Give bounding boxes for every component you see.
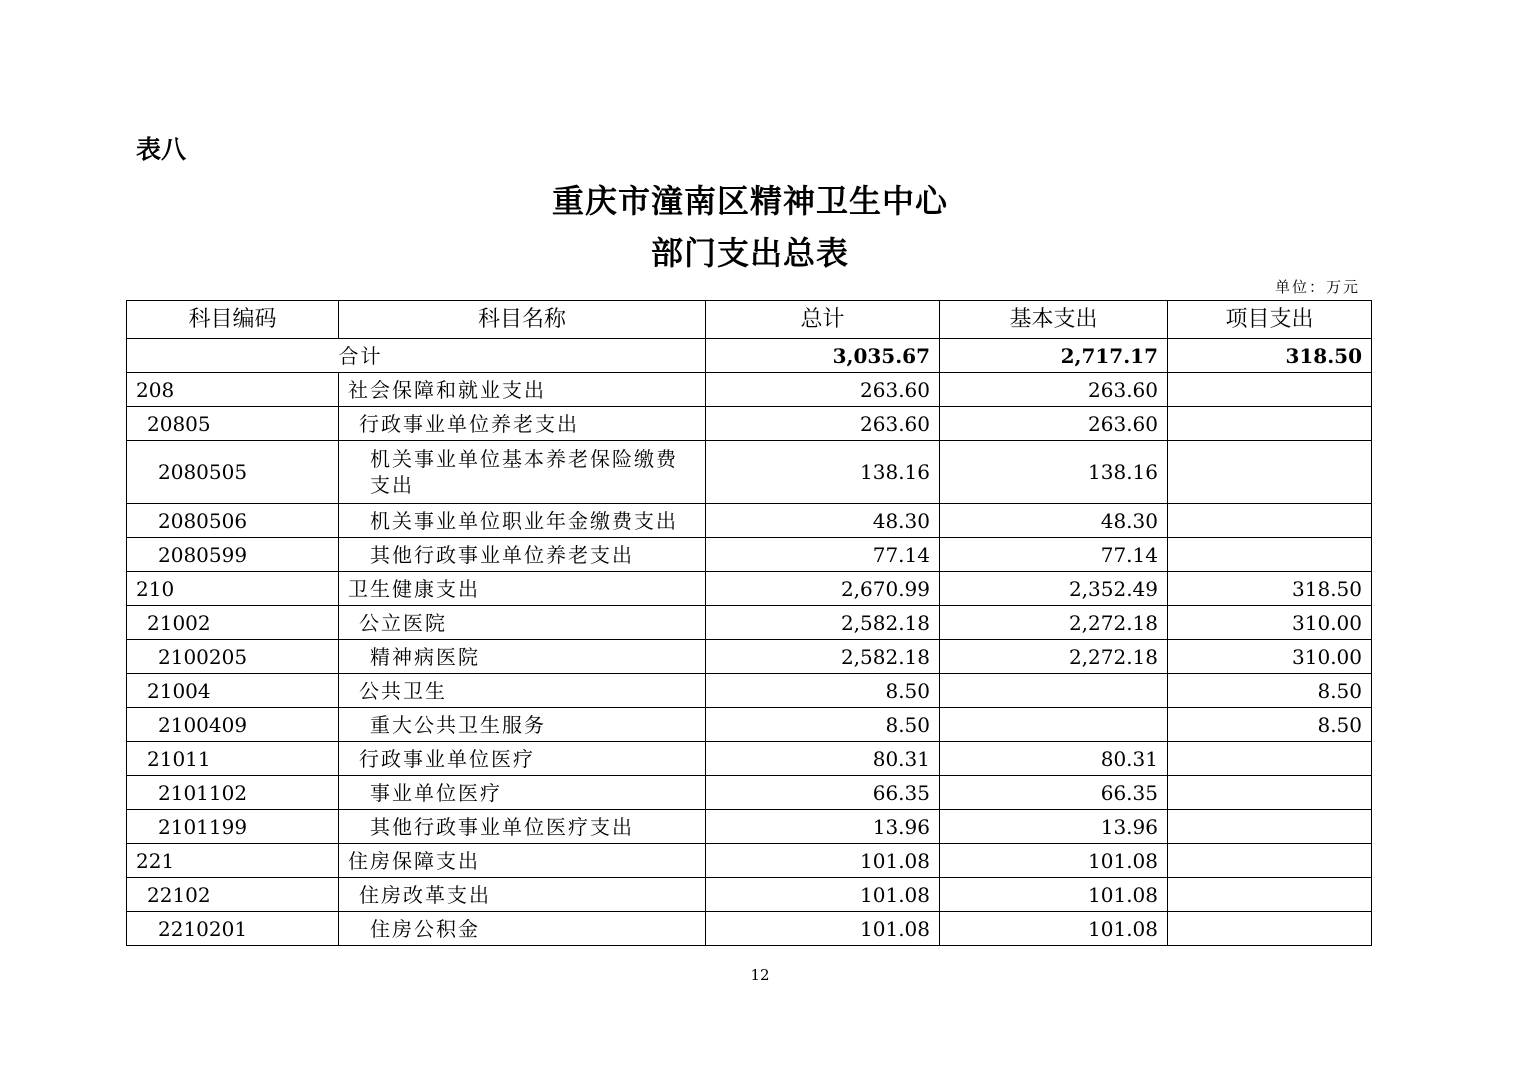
table-row xyxy=(127,373,1372,407)
row-basic: 101.08 xyxy=(940,878,1168,912)
row-code: 2210201 xyxy=(127,912,339,946)
row-name: 公立医院 xyxy=(339,606,706,640)
summary-label: 合计 xyxy=(127,339,706,373)
summary-total: 3,035.67 xyxy=(706,339,940,373)
row-basic: 263.60 xyxy=(940,373,1168,407)
row-name: 其他行政事业单位医疗支出 xyxy=(339,810,706,844)
row-project: 310.00 xyxy=(1168,606,1372,640)
row-name: 住房公积金 xyxy=(339,912,706,946)
row-code: 221 xyxy=(127,844,339,878)
table-label: 表八 xyxy=(136,135,187,164)
row-project xyxy=(1168,373,1372,407)
row-name: 事业单位医疗 xyxy=(339,776,706,810)
row-total: 263.60 xyxy=(706,407,940,441)
row-total: 101.08 xyxy=(706,844,940,878)
table-row xyxy=(127,878,1372,912)
row-total: 80.31 xyxy=(706,742,940,776)
row-basic xyxy=(940,674,1168,708)
table-row xyxy=(127,742,1372,776)
table-row xyxy=(127,606,1372,640)
document-title: 重庆市潼南区精神卫生中心 xyxy=(551,182,948,220)
row-total: 2,670.99 xyxy=(706,572,940,606)
table-row xyxy=(127,912,1372,946)
row-total: 138.16 xyxy=(706,441,940,504)
row-basic: 101.08 xyxy=(940,844,1168,878)
row-project: 8.50 xyxy=(1168,674,1372,708)
row-total: 8.50 xyxy=(706,708,940,742)
summary-row xyxy=(127,339,1372,373)
row-total: 48.30 xyxy=(706,504,940,538)
page-number: 12 xyxy=(750,966,770,984)
row-basic: 263.60 xyxy=(940,407,1168,441)
row-name: 住房保障支出 xyxy=(339,844,706,878)
row-basic: 66.35 xyxy=(940,776,1168,810)
row-project: 8.50 xyxy=(1168,708,1372,742)
row-code: 21004 xyxy=(127,674,339,708)
row-project xyxy=(1168,810,1372,844)
row-name: 公共卫生 xyxy=(339,674,706,708)
row-basic: 2,352.49 xyxy=(940,572,1168,606)
row-code: 2080506 xyxy=(127,504,339,538)
row-total: 101.08 xyxy=(706,912,940,946)
row-project xyxy=(1168,441,1372,504)
row-total: 66.35 xyxy=(706,776,940,810)
row-basic: 2,272.18 xyxy=(940,606,1168,640)
row-project xyxy=(1168,878,1372,912)
table-row xyxy=(127,572,1372,606)
row-total: 13.96 xyxy=(706,810,940,844)
row-basic xyxy=(940,708,1168,742)
row-name: 住房改革支出 xyxy=(339,878,706,912)
row-code: 2080505 xyxy=(127,441,339,504)
table-header-row xyxy=(127,301,1372,339)
summary-basic: 2,717.17 xyxy=(940,339,1168,373)
row-name: 其他行政事业单位养老支出 xyxy=(339,538,706,572)
table-row xyxy=(127,441,1372,504)
row-project xyxy=(1168,776,1372,810)
table-row xyxy=(127,504,1372,538)
row-code: 22102 xyxy=(127,878,339,912)
row-basic: 48.30 xyxy=(940,504,1168,538)
row-name: 精神病医院 xyxy=(339,640,706,674)
table-row xyxy=(127,708,1372,742)
row-code: 2080599 xyxy=(127,538,339,572)
row-code: 21011 xyxy=(127,742,339,776)
row-basic: 138.16 xyxy=(940,441,1168,504)
row-project xyxy=(1168,742,1372,776)
row-project: 318.50 xyxy=(1168,572,1372,606)
row-name: 机关事业单位基本养老保险缴费支出 xyxy=(339,441,706,504)
header-project: 项目支出 xyxy=(1168,301,1372,339)
row-code: 2101199 xyxy=(127,810,339,844)
row-project xyxy=(1168,407,1372,441)
row-code: 2100409 xyxy=(127,708,339,742)
expenditure-table xyxy=(126,300,1372,946)
row-name: 行政事业单位医疗 xyxy=(339,742,706,776)
row-name: 行政事业单位养老支出 xyxy=(339,407,706,441)
table-row xyxy=(127,810,1372,844)
row-basic: 80.31 xyxy=(940,742,1168,776)
row-code: 2101102 xyxy=(127,776,339,810)
row-total: 8.50 xyxy=(706,674,940,708)
table-row xyxy=(127,844,1372,878)
summary-project: 318.50 xyxy=(1168,339,1372,373)
row-code: 208 xyxy=(127,373,339,407)
row-code: 210 xyxy=(127,572,339,606)
row-project xyxy=(1168,844,1372,878)
table-row xyxy=(127,776,1372,810)
header-total: 总计 xyxy=(706,301,940,339)
table-row xyxy=(127,538,1372,572)
row-name: 重大公共卫生服务 xyxy=(339,708,706,742)
row-project: 310.00 xyxy=(1168,640,1372,674)
row-basic: 77.14 xyxy=(940,538,1168,572)
row-project xyxy=(1168,538,1372,572)
row-basic: 2,272.18 xyxy=(940,640,1168,674)
table-row xyxy=(127,640,1372,674)
unit-label: 单位：万元 xyxy=(1274,278,1360,296)
row-project xyxy=(1168,504,1372,538)
row-total: 2,582.18 xyxy=(706,640,940,674)
row-project xyxy=(1168,912,1372,946)
row-total: 77.14 xyxy=(706,538,940,572)
row-basic: 13.96 xyxy=(940,810,1168,844)
table-row xyxy=(127,407,1372,441)
header-name: 科目名称 xyxy=(339,301,706,339)
row-total: 101.08 xyxy=(706,878,940,912)
row-name: 机关事业单位职业年金缴费支出 xyxy=(339,504,706,538)
header-basic: 基本支出 xyxy=(940,301,1168,339)
row-code: 20805 xyxy=(127,407,339,441)
row-code: 2100205 xyxy=(127,640,339,674)
row-total: 2,582.18 xyxy=(706,606,940,640)
document-subtitle: 部门支出总表 xyxy=(650,234,849,272)
row-name: 社会保障和就业支出 xyxy=(339,373,706,407)
row-name: 卫生健康支出 xyxy=(339,572,706,606)
table-row xyxy=(127,674,1372,708)
row-code: 21002 xyxy=(127,606,339,640)
header-code: 科目编码 xyxy=(127,301,339,339)
row-total: 263.60 xyxy=(706,373,940,407)
row-basic: 101.08 xyxy=(940,912,1168,946)
